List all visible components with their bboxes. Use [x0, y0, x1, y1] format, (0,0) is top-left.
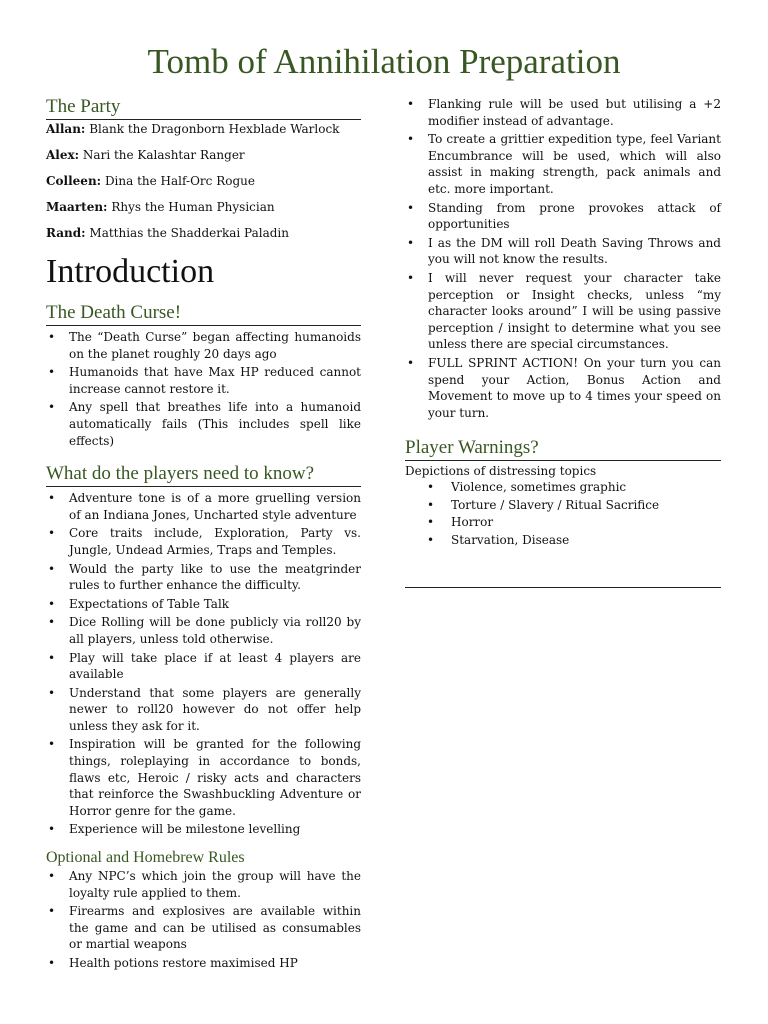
list-item: • Would the party like to use the meatgrinder rules to further enhance the difficulty.	[46, 561, 361, 594]
character-name: Dina the Half-Orc Rogue	[104, 174, 255, 188]
list-item: • Flanking rule will be used but utilising a +2 modifier instead of advantage.	[405, 96, 721, 129]
character-name: Nari the Kalashtar Ranger	[82, 148, 245, 162]
party-member	[46, 148, 361, 162]
list-item: • Humanoids that have Max HP reduced cannot increase cannot restore it.	[46, 364, 361, 397]
right-column	[405, 96, 721, 588]
list-item: • Violence, sometimes graphic	[405, 479, 721, 496]
list-item: • Adventure tone is of a more gruelling version of an Indiana Jones, Uncharted style adventure	[46, 490, 361, 523]
party-member	[46, 174, 361, 188]
player-name: Alex:	[46, 148, 80, 162]
party-list	[46, 122, 361, 240]
list-item: • FULL SPRINT ACTION! On your turn you can spend your Action, Bonus Action and Movement to move up to 4 times your speed on your turn.	[405, 355, 721, 421]
party-heading: The Party	[46, 96, 361, 120]
party-member	[46, 122, 361, 136]
character-name: Blank the Dragonborn Hexblade Warlock	[89, 122, 340, 136]
character-name: Rhys the Human Physician	[111, 200, 275, 214]
character-name: Matthias the Shadderkai Paladin	[89, 226, 289, 240]
list-item: • Core traits include, Exploration, Party vs. Jungle, Undead Armies, Traps and Temples.	[46, 525, 361, 558]
list-item: • Standing from prone provokes attack of opportunities	[405, 200, 721, 233]
homebrew-list-left	[46, 868, 361, 972]
death-curse-list	[46, 329, 361, 449]
list-item: • Horror	[405, 514, 721, 531]
list-item: • Understand that some players are generally newer to roll20 however do not offer help unless they ask for it.	[46, 685, 361, 735]
list-item: • Play will take place if at least 4 players are available	[46, 650, 361, 683]
warnings-intro: Depictions of distressing topics	[405, 464, 597, 479]
list-item: • Health potions restore maximised HP	[46, 955, 361, 972]
need-to-know-heading: What do the players need to know?	[46, 463, 361, 487]
list-item: • Starvation, Disease	[405, 532, 721, 549]
death-curse-heading: The Death Curse!	[46, 302, 361, 326]
list-item: • I as the DM will roll Death Saving Throws and you will not know the results.	[405, 235, 721, 268]
warnings-heading: Player Warnings?	[405, 437, 721, 461]
list-item: • To create a grittier expedition type, feel Variant Encumbrance will be used, which will also assist in making strength, pack animals and etc. more important.	[405, 131, 721, 197]
list-item: • Firearms and explosives are available within the game and can be utilised as consumables or martial weapons	[46, 903, 361, 953]
list-item: • Dice Rolling will be done publicly via roll20 by all players, unless told otherwise.	[46, 614, 361, 647]
left-column	[46, 96, 361, 974]
list-item: • Any NPC’s which join the group will have the loyalty rule applied to them.	[46, 868, 361, 901]
list-item: • The “Death Curse” began affecting humanoids on the planet roughly 20 days ago	[46, 329, 361, 362]
warnings-list	[405, 479, 721, 548]
list-item: • Expectations of Table Talk	[46, 596, 361, 613]
list-item: • Torture / Slavery / Ritual Sacrifice	[405, 497, 721, 514]
list-item: • Experience will be milestone levelling	[46, 821, 361, 838]
list-item: • Inspiration will be granted for the following things, roleplaying in accordance to bonds, flaws etc, Heroic / risky acts and characters that reinforce the Swashbuckling Adventure or Horror genre for the game.	[46, 736, 361, 819]
party-member	[46, 226, 361, 240]
section-divider	[405, 587, 721, 588]
introduction-heading: Introduction	[46, 253, 215, 290]
player-name: Allan:	[46, 122, 86, 136]
document-title: Tomb of Annihilation Preparation	[147, 42, 621, 81]
party-member	[46, 200, 361, 214]
list-item: • Any spell that breathes life into a humanoid automatically fails (This includes spell like effects)	[46, 399, 361, 449]
list-item: • I will never request your character take perception or Insight checks, unless “my character looks around” I will be using passive perception / insight to determine what you see unless there are special circumstances.	[405, 270, 721, 353]
homebrew-list-right	[405, 96, 721, 421]
need-to-know-list	[46, 490, 361, 838]
player-name: Colleen:	[46, 174, 102, 188]
homebrew-heading: Optional and Homebrew Rules	[46, 849, 245, 867]
player-name: Rand:	[46, 226, 86, 240]
player-name: Maarten:	[46, 200, 108, 214]
